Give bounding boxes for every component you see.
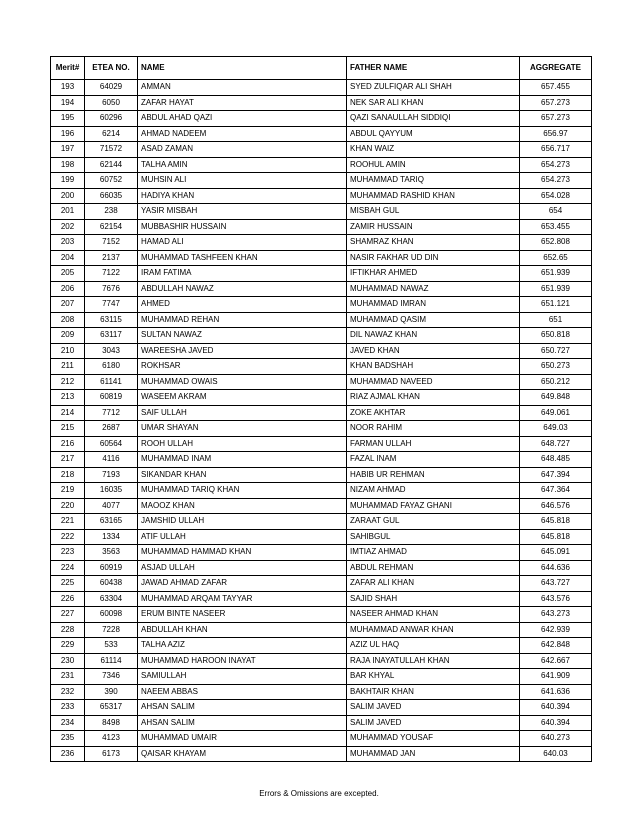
cell-merit: 207 <box>51 297 85 313</box>
table-row <box>51 746 592 762</box>
cell-merit: 235 <box>51 731 85 747</box>
cell-name: MUHAMMAD HAROON INAYAT <box>138 653 347 669</box>
cell-aggregate: 643.727 <box>520 576 592 592</box>
cell-father-name: ZAMIR HUSSAIN <box>347 219 520 235</box>
cell-name: ABDULLAH NAWAZ <box>138 281 347 297</box>
cell-father-name: ROOHUL AMIN <box>347 157 520 173</box>
cell-merit: 222 <box>51 529 85 545</box>
cell-merit: 219 <box>51 483 85 499</box>
cell-aggregate: 648.485 <box>520 452 592 468</box>
cell-father-name: AZIZ UL HAQ <box>347 638 520 654</box>
cell-etea-no: 7747 <box>85 297 138 313</box>
cell-name: SULTAN NAWAZ <box>138 328 347 344</box>
cell-father-name: MISBAH GUL <box>347 204 520 220</box>
cell-merit: 200 <box>51 188 85 204</box>
cell-name: MUHAMMAD INAM <box>138 452 347 468</box>
cell-aggregate: 657.273 <box>520 111 592 127</box>
cell-father-name: ABDUL QAYYUM <box>347 126 520 142</box>
table-row <box>51 591 592 607</box>
cell-etea-no: 533 <box>85 638 138 654</box>
header-name: NAME <box>138 57 347 80</box>
cell-father-name: MUHAMMAD TARIQ <box>347 173 520 189</box>
table-row <box>51 715 592 731</box>
cell-name: MUHSIN ALI <box>138 173 347 189</box>
cell-etea-no: 61141 <box>85 374 138 390</box>
cell-aggregate: 646.576 <box>520 498 592 514</box>
cell-etea-no: 60564 <box>85 436 138 452</box>
table-row <box>51 111 592 127</box>
cell-name: JAWAD AHMAD ZAFAR <box>138 576 347 592</box>
cell-aggregate: 650.727 <box>520 343 592 359</box>
cell-merit: 203 <box>51 235 85 251</box>
cell-father-name: SYED ZULFIQAR ALI SHAH <box>347 80 520 96</box>
cell-etea-no: 63115 <box>85 312 138 328</box>
table-row <box>51 452 592 468</box>
cell-aggregate: 640.03 <box>520 746 592 762</box>
cell-aggregate: 645.091 <box>520 545 592 561</box>
cell-aggregate: 641.909 <box>520 669 592 685</box>
cell-merit: 198 <box>51 157 85 173</box>
cell-name: ROOH ULLAH <box>138 436 347 452</box>
table-row <box>51 95 592 111</box>
cell-etea-no: 64029 <box>85 80 138 96</box>
cell-father-name: NEK SAR ALI KHAN <box>347 95 520 111</box>
cell-aggregate: 642.667 <box>520 653 592 669</box>
table-row <box>51 126 592 142</box>
cell-aggregate: 657.273 <box>520 95 592 111</box>
cell-father-name: NIZAM AHMAD <box>347 483 520 499</box>
cell-aggregate: 650.818 <box>520 328 592 344</box>
cell-father-name: JAVED KHAN <box>347 343 520 359</box>
cell-aggregate: 649.03 <box>520 421 592 437</box>
table-body <box>51 80 592 762</box>
cell-aggregate: 651 <box>520 312 592 328</box>
cell-father-name: MUHAMMAD NAWAZ <box>347 281 520 297</box>
cell-merit: 227 <box>51 607 85 623</box>
cell-name: QAISAR KHAYAM <box>138 746 347 762</box>
cell-aggregate: 642.848 <box>520 638 592 654</box>
table-row <box>51 343 592 359</box>
table-row <box>51 653 592 669</box>
cell-aggregate: 652.808 <box>520 235 592 251</box>
cell-father-name: MUHAMMAD QASIM <box>347 312 520 328</box>
cell-father-name: QAZI SANAULLAH SIDDIQI <box>347 111 520 127</box>
table-row <box>51 436 592 452</box>
cell-etea-no: 3043 <box>85 343 138 359</box>
cell-name: MAOOZ KHAN <box>138 498 347 514</box>
cell-etea-no: 8498 <box>85 715 138 731</box>
cell-aggregate: 656.717 <box>520 142 592 158</box>
cell-etea-no: 60098 <box>85 607 138 623</box>
cell-aggregate: 647.394 <box>520 467 592 483</box>
table-row <box>51 669 592 685</box>
cell-name: MUHAMMAD HAMMAD KHAN <box>138 545 347 561</box>
table-row <box>51 328 592 344</box>
cell-merit: 204 <box>51 250 85 266</box>
cell-etea-no: 62144 <box>85 157 138 173</box>
table-row <box>51 560 592 576</box>
table-row <box>51 467 592 483</box>
cell-etea-no: 2137 <box>85 250 138 266</box>
cell-name: MUBBASHIR HUSSAIN <box>138 219 347 235</box>
cell-etea-no: 6050 <box>85 95 138 111</box>
cell-father-name: MUHAMMAD ANWAR KHAN <box>347 622 520 638</box>
table-row <box>51 405 592 421</box>
cell-aggregate: 643.576 <box>520 591 592 607</box>
cell-father-name: FAZAL INAM <box>347 452 520 468</box>
cell-merit: 193 <box>51 80 85 96</box>
cell-merit: 231 <box>51 669 85 685</box>
table-row <box>51 266 592 282</box>
cell-aggregate: 649.848 <box>520 390 592 406</box>
header-father-name: FATHER NAME <box>347 57 520 80</box>
cell-merit: 205 <box>51 266 85 282</box>
cell-father-name: IMTIAZ AHMAD <box>347 545 520 561</box>
cell-name: NAEEM ABBAS <box>138 684 347 700</box>
cell-etea-no: 7152 <box>85 235 138 251</box>
table-row <box>51 421 592 437</box>
cell-name: ABDULLAH KHAN <box>138 622 347 638</box>
cell-aggregate: 640.273 <box>520 731 592 747</box>
cell-father-name: SALIM JAVED <box>347 700 520 716</box>
cell-name: MUHAMMAD UMAIR <box>138 731 347 747</box>
cell-etea-no: 63165 <box>85 514 138 530</box>
cell-merit: 211 <box>51 359 85 375</box>
cell-name: ASAD ZAMAN <box>138 142 347 158</box>
table-row <box>51 390 592 406</box>
cell-merit: 226 <box>51 591 85 607</box>
cell-name: AHMED <box>138 297 347 313</box>
table-row <box>51 173 592 189</box>
cell-merit: 214 <box>51 405 85 421</box>
cell-merit: 206 <box>51 281 85 297</box>
cell-merit: 213 <box>51 390 85 406</box>
cell-name: ASJAD ULLAH <box>138 560 347 576</box>
cell-aggregate: 649.061 <box>520 405 592 421</box>
cell-aggregate: 644.636 <box>520 560 592 576</box>
cell-aggregate: 648.727 <box>520 436 592 452</box>
cell-father-name: SHAMRAZ KHAN <box>347 235 520 251</box>
cell-etea-no: 7676 <box>85 281 138 297</box>
cell-father-name: RIAZ AJMAL KHAN <box>347 390 520 406</box>
cell-aggregate: 651.121 <box>520 297 592 313</box>
cell-merit: 221 <box>51 514 85 530</box>
table-row <box>51 483 592 499</box>
cell-merit: 196 <box>51 126 85 142</box>
cell-merit: 229 <box>51 638 85 654</box>
cell-aggregate: 642.939 <box>520 622 592 638</box>
cell-etea-no: 1334 <box>85 529 138 545</box>
cell-name: ERUM BINTE NASEER <box>138 607 347 623</box>
cell-merit: 225 <box>51 576 85 592</box>
cell-name: AHSAN SALIM <box>138 700 347 716</box>
cell-aggregate: 657.455 <box>520 80 592 96</box>
cell-etea-no: 61114 <box>85 653 138 669</box>
cell-father-name: NASEER AHMAD KHAN <box>347 607 520 623</box>
cell-etea-no: 63117 <box>85 328 138 344</box>
cell-merit: 223 <box>51 545 85 561</box>
cell-etea-no: 2687 <box>85 421 138 437</box>
header-aggregate: AGGREGATE <box>520 57 592 80</box>
cell-merit: 218 <box>51 467 85 483</box>
cell-father-name: DIL NAWAZ KHAN <box>347 328 520 344</box>
cell-aggregate: 653.455 <box>520 219 592 235</box>
cell-name: TALHA AMIN <box>138 157 347 173</box>
cell-etea-no: 60919 <box>85 560 138 576</box>
table-row <box>51 731 592 747</box>
cell-father-name: ZOKE AKHTAR <box>347 405 520 421</box>
table-row <box>51 188 592 204</box>
cell-father-name: MUHAMMAD RASHID KHAN <box>347 188 520 204</box>
cell-merit: 228 <box>51 622 85 638</box>
table-row <box>51 498 592 514</box>
cell-father-name: MUHAMMAD JAN <box>347 746 520 762</box>
cell-father-name: MUHAMMAD NAVEED <box>347 374 520 390</box>
cell-father-name: NASIR FAKHAR UD DIN <box>347 250 520 266</box>
cell-etea-no: 65317 <box>85 700 138 716</box>
cell-name: ABDUL AHAD QAZI <box>138 111 347 127</box>
cell-father-name: ZARAAT GUL <box>347 514 520 530</box>
cell-father-name: RAJA INAYATULLAH KHAN <box>347 653 520 669</box>
cell-name: WAREESHA JAVED <box>138 343 347 359</box>
cell-name: MUHAMMAD REHAN <box>138 312 347 328</box>
table-row <box>51 607 592 623</box>
cell-aggregate: 640.394 <box>520 715 592 731</box>
cell-aggregate: 654.273 <box>520 173 592 189</box>
cell-name: AHMAD NADEEM <box>138 126 347 142</box>
cell-aggregate: 645.818 <box>520 529 592 545</box>
cell-name: MUHAMMAD ARQAM TAYYAR <box>138 591 347 607</box>
table-row <box>51 281 592 297</box>
cell-etea-no: 7228 <box>85 622 138 638</box>
cell-father-name: ABDUL REHMAN <box>347 560 520 576</box>
cell-aggregate: 650.273 <box>520 359 592 375</box>
cell-merit: 234 <box>51 715 85 731</box>
cell-name: ZAFAR HAYAT <box>138 95 347 111</box>
table-header <box>51 57 592 80</box>
cell-merit: 230 <box>51 653 85 669</box>
cell-father-name: KHAN WAIZ <box>347 142 520 158</box>
cell-aggregate: 645.818 <box>520 514 592 530</box>
cell-etea-no: 238 <box>85 204 138 220</box>
cell-aggregate: 647.364 <box>520 483 592 499</box>
cell-merit: 217 <box>51 452 85 468</box>
cell-name: IRAM FATIMA <box>138 266 347 282</box>
table-row <box>51 700 592 716</box>
cell-aggregate: 651.939 <box>520 266 592 282</box>
cell-merit: 220 <box>51 498 85 514</box>
cell-etea-no: 3563 <box>85 545 138 561</box>
cell-merit: 208 <box>51 312 85 328</box>
cell-etea-no: 7712 <box>85 405 138 421</box>
cell-merit: 195 <box>51 111 85 127</box>
cell-etea-no: 60438 <box>85 576 138 592</box>
cell-etea-no: 7193 <box>85 467 138 483</box>
cell-aggregate: 656.97 <box>520 126 592 142</box>
cell-father-name: SALIM JAVED <box>347 715 520 731</box>
table-row <box>51 514 592 530</box>
table-row <box>51 219 592 235</box>
cell-merit: 224 <box>51 560 85 576</box>
cell-name: UMAR SHAYAN <box>138 421 347 437</box>
cell-etea-no: 66035 <box>85 188 138 204</box>
cell-etea-no: 7346 <box>85 669 138 685</box>
cell-name: SAMIULLAH <box>138 669 347 685</box>
cell-etea-no: 71572 <box>85 142 138 158</box>
table-row <box>51 312 592 328</box>
cell-merit: 202 <box>51 219 85 235</box>
cell-father-name: NOOR RAHIM <box>347 421 520 437</box>
cell-name: WASEEM AKRAM <box>138 390 347 406</box>
cell-aggregate: 654.273 <box>520 157 592 173</box>
header-merit: Merit# <box>51 57 85 80</box>
cell-merit: 210 <box>51 343 85 359</box>
cell-father-name: BAKHTAIR KHAN <box>347 684 520 700</box>
table-row <box>51 297 592 313</box>
cell-etea-no: 62154 <box>85 219 138 235</box>
table-row <box>51 235 592 251</box>
table-row <box>51 80 592 96</box>
cell-merit: 201 <box>51 204 85 220</box>
table-row <box>51 545 592 561</box>
cell-etea-no: 4123 <box>85 731 138 747</box>
cell-name: ATIF ULLAH <box>138 529 347 545</box>
table-row <box>51 374 592 390</box>
table-row <box>51 204 592 220</box>
cell-father-name: MUHAMMAD YOUSAF <box>347 731 520 747</box>
cell-aggregate: 640.394 <box>520 700 592 716</box>
cell-merit: 232 <box>51 684 85 700</box>
cell-aggregate: 651.939 <box>520 281 592 297</box>
cell-father-name: SAHIBGUL <box>347 529 520 545</box>
cell-name: AMMAN <box>138 80 347 96</box>
table-row <box>51 359 592 375</box>
table-row <box>51 250 592 266</box>
cell-father-name: SAJID SHAH <box>347 591 520 607</box>
cell-father-name: FARMAN ULLAH <box>347 436 520 452</box>
header-etea-no: ETEA NO. <box>85 57 138 80</box>
cell-father-name: HABIB UR REHMAN <box>347 467 520 483</box>
cell-name: TALHA AZIZ <box>138 638 347 654</box>
cell-etea-no: 60296 <box>85 111 138 127</box>
cell-merit: 194 <box>51 95 85 111</box>
cell-name: MUHAMMAD TARIQ KHAN <box>138 483 347 499</box>
cell-father-name: KHAN BADSHAH <box>347 359 520 375</box>
table-row <box>51 684 592 700</box>
table-row <box>51 622 592 638</box>
header-row <box>51 57 592 80</box>
cell-merit: 197 <box>51 142 85 158</box>
footer-note: Errors & Omissions are excepted. <box>259 789 379 798</box>
table-row <box>51 529 592 545</box>
cell-aggregate: 654.028 <box>520 188 592 204</box>
cell-name: SIKANDAR KHAN <box>138 467 347 483</box>
cell-merit: 233 <box>51 700 85 716</box>
cell-name: MUHAMMAD OWAIS <box>138 374 347 390</box>
cell-father-name: MUHAMMAD FAYAZ GHANI <box>347 498 520 514</box>
cell-father-name: IFTIKHAR AHMED <box>347 266 520 282</box>
cell-etea-no: 6214 <box>85 126 138 142</box>
cell-etea-no: 7122 <box>85 266 138 282</box>
cell-father-name: MUHAMMAD IMRAN <box>347 297 520 313</box>
table-row <box>51 576 592 592</box>
cell-etea-no: 60752 <box>85 173 138 189</box>
cell-name: SAIF ULLAH <box>138 405 347 421</box>
cell-merit: 209 <box>51 328 85 344</box>
table-row <box>51 638 592 654</box>
cell-merit: 212 <box>51 374 85 390</box>
cell-merit: 236 <box>51 746 85 762</box>
cell-aggregate: 650.212 <box>520 374 592 390</box>
cell-etea-no: 4077 <box>85 498 138 514</box>
cell-etea-no: 60819 <box>85 390 138 406</box>
cell-etea-no: 390 <box>85 684 138 700</box>
cell-etea-no: 63304 <box>85 591 138 607</box>
cell-name: AHSAN SALIM <box>138 715 347 731</box>
merit-list-table <box>50 56 592 762</box>
cell-etea-no: 4116 <box>85 452 138 468</box>
cell-name: ROKHSAR <box>138 359 347 375</box>
cell-name: MUHAMMAD TASHFEEN KHAN <box>138 250 347 266</box>
cell-aggregate: 641.636 <box>520 684 592 700</box>
cell-name: HADIYA KHAN <box>138 188 347 204</box>
cell-name: HAMAD ALI <box>138 235 347 251</box>
cell-aggregate: 643.273 <box>520 607 592 623</box>
cell-etea-no: 6173 <box>85 746 138 762</box>
cell-name: YASIR MISBAH <box>138 204 347 220</box>
cell-etea-no: 6180 <box>85 359 138 375</box>
cell-aggregate: 652.65 <box>520 250 592 266</box>
cell-name: JAMSHID ULLAH <box>138 514 347 530</box>
cell-merit: 216 <box>51 436 85 452</box>
table-row <box>51 157 592 173</box>
cell-merit: 215 <box>51 421 85 437</box>
cell-aggregate: 654 <box>520 204 592 220</box>
cell-etea-no: 16035 <box>85 483 138 499</box>
table-row <box>51 142 592 158</box>
cell-father-name: ZAFAR ALI KHAN <box>347 576 520 592</box>
cell-father-name: BAR KHYAL <box>347 669 520 685</box>
cell-merit: 199 <box>51 173 85 189</box>
